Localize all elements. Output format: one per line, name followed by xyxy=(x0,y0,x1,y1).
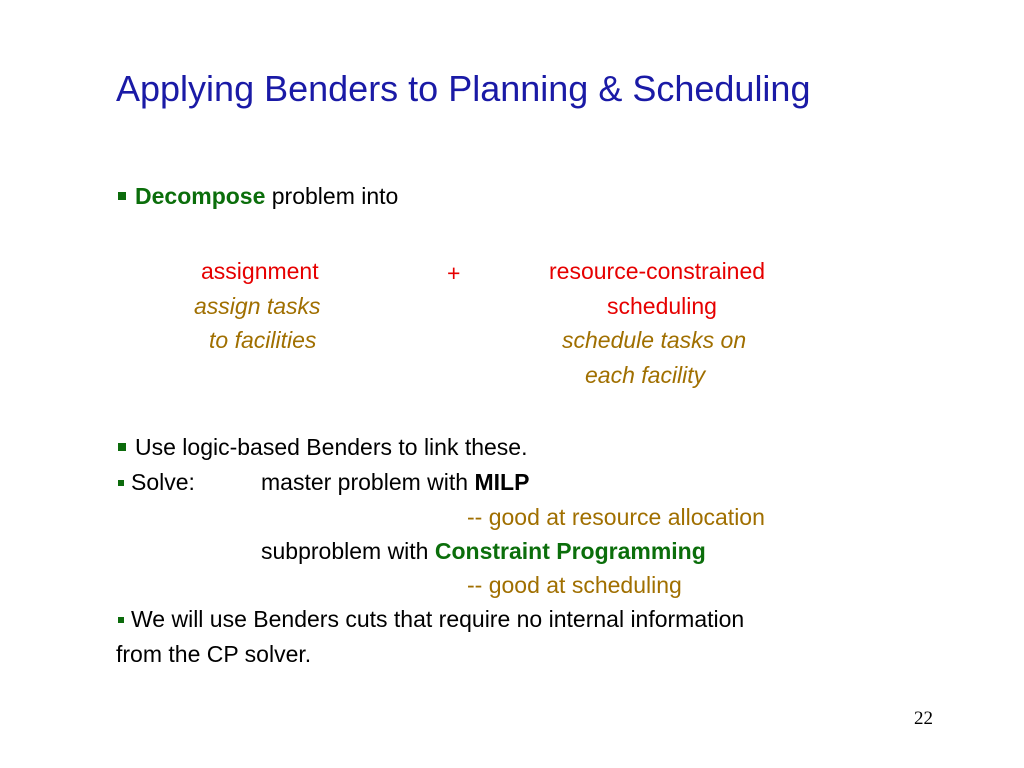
master-prefix: master problem with xyxy=(261,469,475,495)
scheduling-heading-1: resource-constrained xyxy=(549,258,766,284)
assignment-line-1: assign tasks xyxy=(194,293,321,319)
decompose-rest: problem into xyxy=(265,183,399,209)
scheduling-line-2: each facility xyxy=(585,362,706,388)
assignment-heading: assignment xyxy=(201,258,319,284)
decompose-bold: Decompose xyxy=(135,183,266,209)
subproblem-line xyxy=(261,538,706,564)
bullet-square-icon xyxy=(118,617,124,623)
master-problem-line xyxy=(261,469,529,495)
scheduling-line-1: schedule tasks on xyxy=(562,327,747,353)
bullet-square-icon xyxy=(118,443,126,451)
solve-label: Solve: xyxy=(131,469,195,495)
sub-note: -- good at scheduling xyxy=(467,572,682,598)
benders-cuts-line-1: We will use Benders cuts that require no internal information xyxy=(131,606,745,632)
bullet-decompose xyxy=(118,183,398,209)
plus-sign: + xyxy=(447,260,461,286)
constraint-programming-bold: Constraint Programming xyxy=(434,538,706,564)
benders-cuts-line-2: from the CP solver. xyxy=(116,641,312,667)
bullet-logic-benders xyxy=(118,434,528,460)
scheduling-heading-2: scheduling xyxy=(607,293,717,319)
master-note: -- good at resource allocation xyxy=(467,504,765,530)
bullet-square-icon xyxy=(118,192,126,200)
sub-prefix: subproblem with xyxy=(261,538,435,564)
slide-title: Applying Benders to Planning & Scheduling xyxy=(116,68,811,109)
bullet-square-icon xyxy=(118,480,124,486)
bullet-benders-cuts xyxy=(118,606,744,632)
page-number: 22 xyxy=(914,708,933,729)
bullet-solve xyxy=(118,469,195,495)
logic-benders-text: Use logic-based Benders to link these. xyxy=(135,434,528,460)
assignment-line-2: to facilities xyxy=(209,327,317,353)
milp-bold: MILP xyxy=(474,469,530,495)
